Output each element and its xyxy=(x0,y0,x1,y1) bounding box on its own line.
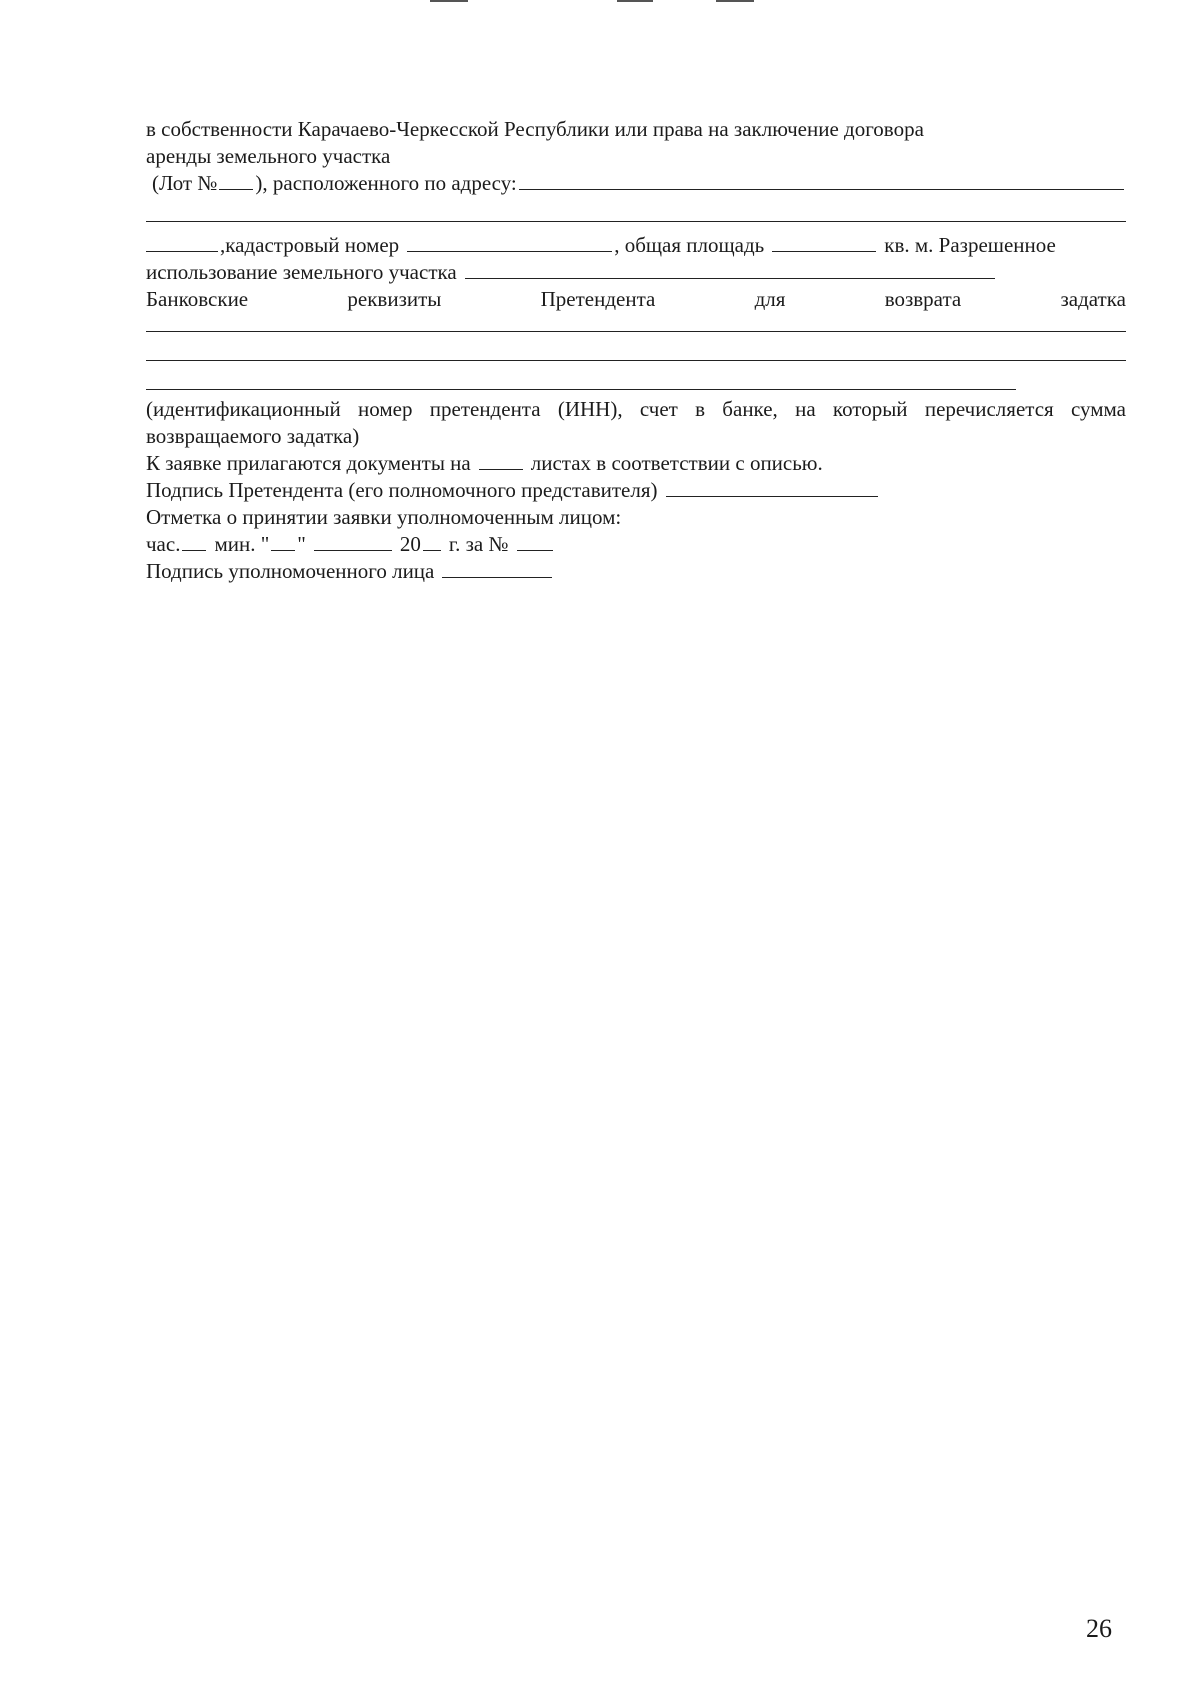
area-label: , общая площадь xyxy=(614,233,765,257)
official-signature-line xyxy=(146,558,1126,585)
intro-line-2 xyxy=(146,143,1126,170)
bank-word: возврата xyxy=(884,287,962,311)
registration-number-label: г. за № xyxy=(448,532,509,556)
sheets-count-field[interactable] xyxy=(479,451,523,470)
lot-address-line xyxy=(146,170,1126,197)
lot-label: (Лот № xyxy=(152,171,218,195)
attached-docs-label: К заявке прилагаются документы на xyxy=(146,451,471,475)
bank-details-field-3[interactable] xyxy=(146,371,1016,390)
registration-number-field[interactable] xyxy=(517,532,553,551)
official-signature-label: Подпись уполномоченного лица xyxy=(146,559,435,583)
inn-note: (идентификационный номер претендента (ИНН), счет в банке, на который перечисляется сумма возвращаемого задатка) xyxy=(146,397,1126,448)
applicant-signature-line xyxy=(146,477,1126,504)
acceptance-time-line xyxy=(146,531,1126,558)
bank-word: Претендента xyxy=(540,287,656,311)
area-field[interactable] xyxy=(772,233,876,252)
acceptance-line xyxy=(146,504,1126,531)
intro-text-2: аренды земельного участка xyxy=(146,144,391,168)
cadastral-label: ,кадастровый номер xyxy=(220,233,400,257)
bank-word: Банковские xyxy=(146,287,249,311)
hour-label: час. xyxy=(146,532,181,556)
lot-number-field[interactable] xyxy=(219,171,253,190)
intro-line-1 xyxy=(146,116,1126,143)
year-prefix: 20 xyxy=(399,532,421,556)
page-number: 26 xyxy=(1086,1614,1112,1643)
permitted-use-line xyxy=(146,259,1126,286)
permitted-use-field[interactable] xyxy=(465,260,995,279)
cadastral-line xyxy=(146,232,1126,259)
address-label: ), расположенного по адресу: xyxy=(255,171,517,195)
year-field[interactable] xyxy=(423,532,441,551)
address-end-field[interactable] xyxy=(146,233,218,252)
top-scan-mark xyxy=(617,0,653,2)
day-field[interactable] xyxy=(271,532,295,551)
address-field[interactable] xyxy=(519,171,1124,190)
top-scan-mark xyxy=(716,0,754,2)
cadastral-number-field[interactable] xyxy=(407,233,612,252)
bank-details-field-2[interactable] xyxy=(146,342,1126,361)
bank-word: задатка xyxy=(1060,287,1126,311)
month-field[interactable] xyxy=(314,532,392,551)
applicant-signature-field[interactable] xyxy=(666,478,878,497)
address-continuation-field[interactable] xyxy=(146,203,1126,222)
applicant-signature-label: Подпись Претендента (его полномочного представителя) xyxy=(146,478,658,502)
hour-field[interactable] xyxy=(182,532,206,551)
intro-text-1: в собственности Карачаево-Черкесской Республики или права на заключение договора xyxy=(146,117,924,141)
top-scan-mark xyxy=(430,0,468,2)
attached-docs-suffix: листах в соответствии с описью. xyxy=(530,451,823,475)
quote-mark: " xyxy=(297,532,306,556)
attached-docs-line xyxy=(146,450,1126,477)
official-signature-field[interactable] xyxy=(442,559,552,578)
bank-details-field-1[interactable] xyxy=(146,313,1126,332)
minute-label: мин. " xyxy=(214,532,270,556)
permitted-use-label: использование земельного участка xyxy=(146,260,457,284)
bank-word: для xyxy=(754,287,786,311)
area-unit-label: кв. м. Разрешенное xyxy=(884,233,1056,257)
bank-word: реквизиты xyxy=(347,287,442,311)
acceptance-label: Отметка о принятии заявки уполномоченным лицом: xyxy=(146,505,622,529)
bank-details-line xyxy=(146,286,1126,313)
application-form xyxy=(146,116,1126,585)
